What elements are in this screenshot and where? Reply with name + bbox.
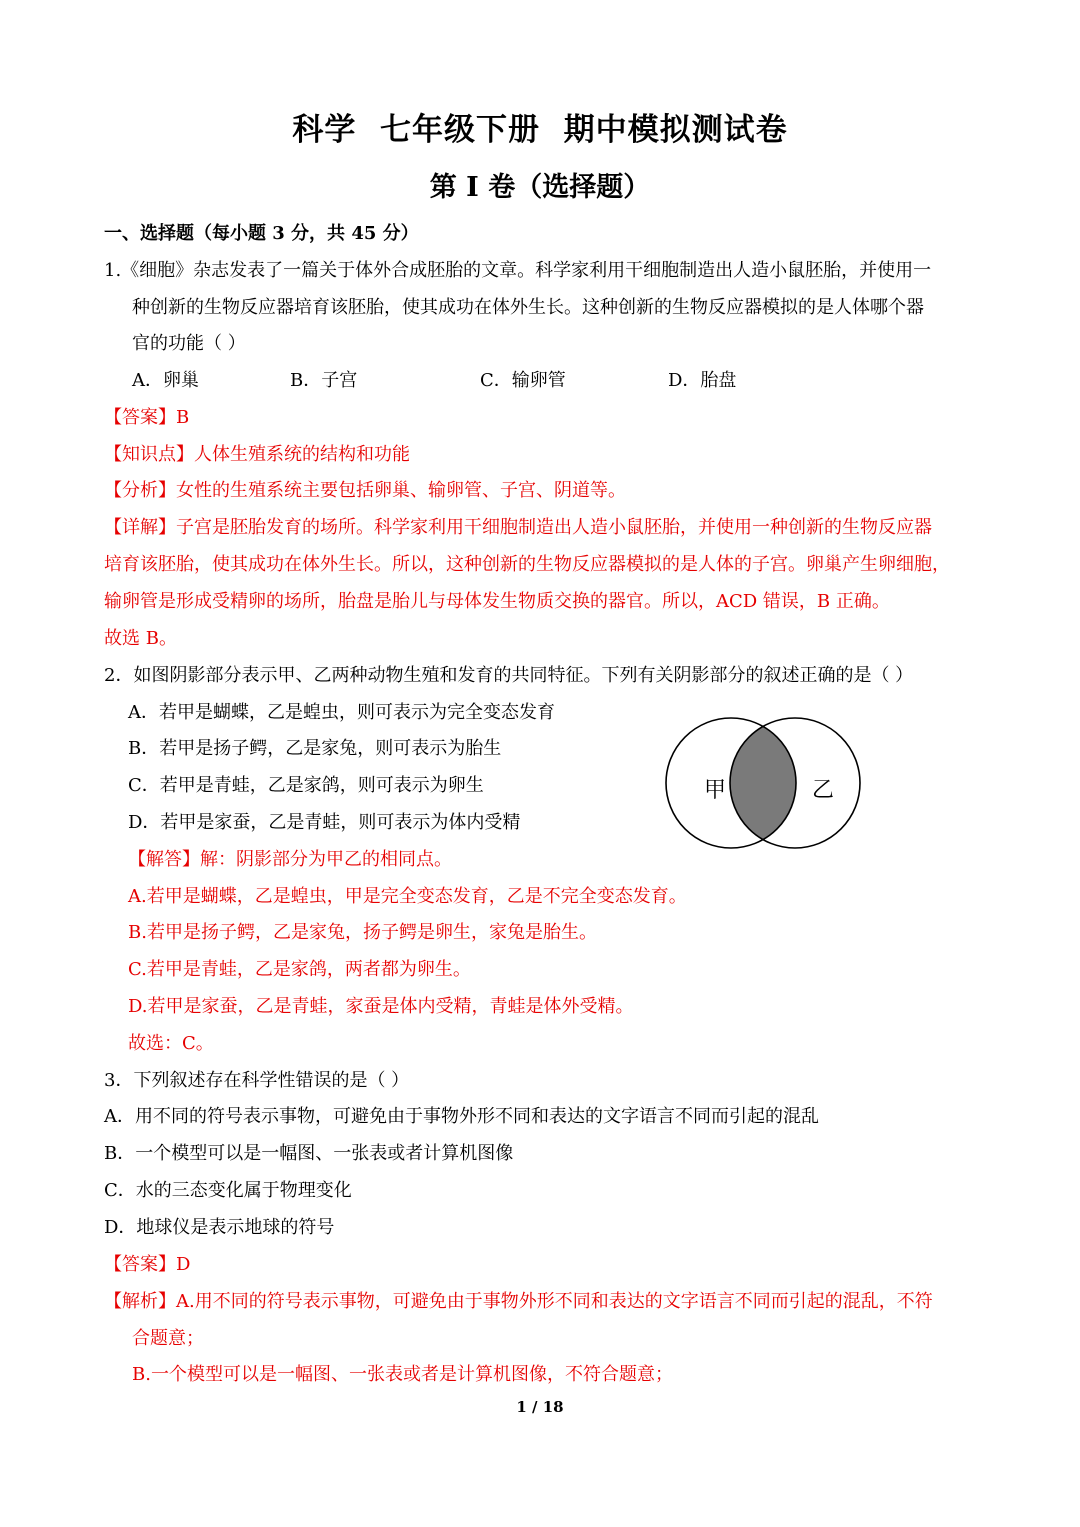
q1-analysis: 【分析】女性的生殖系统主要包括卵巢、输卵管、子宫、阴道等。 xyxy=(104,480,626,501)
venn-diagram xyxy=(662,713,864,853)
q1-detail-line3: 输卵管是形成受精卵的场所，胎盘是胎儿与母体发生物质交换的器官。所以，ACD 错误，B 正确。 xyxy=(104,591,890,612)
q2-explanation-a: A.若甲是蝴蝶，乙是蝗虫，甲是完全变态发育，乙是不完全变态发育。 xyxy=(128,886,687,907)
q1-option-d: D．胎盘 xyxy=(668,370,737,391)
q1-detail-line1: 【详解】子宫是胚胎发育的场所。科学家利用干细胞制造出人造小鼠胚胎，并使用一种创新的生物反应器 xyxy=(104,517,932,538)
q3-option-b: B．一个模型可以是一幅图、一张表或者计算机图像 xyxy=(104,1143,514,1164)
q1-detail-line2: 培育该胚胎，使其成功在体外生长。所以，这种创新的生物反应器模拟的是人体的子宫。卵巢产生卵细胞， xyxy=(104,554,950,575)
q1-option-a: A．卵巢 xyxy=(132,370,199,391)
venn-label-right: 乙 xyxy=(812,778,835,803)
q1-answer: 【答案】B xyxy=(104,407,190,428)
q1-stem-line2: 种创新的生物反应器培育该胚胎，使其成功在体外生长。这种创新的生物反应器模拟的是人体哪个器 xyxy=(132,297,924,318)
q2-solution-text: 解：阴影部分为甲乙的相同点。 xyxy=(200,849,452,870)
q2-solution-tag: 【解答】 xyxy=(128,849,200,870)
q2-solution xyxy=(128,847,452,873)
venn-label-left: 甲 xyxy=(704,778,727,803)
q2-option-d: D．若甲是家蚕，乙是青蛙，则可表示为体内受精 xyxy=(128,812,521,833)
q2-option-a: A．若甲是蝴蝶，乙是蝗虫，则可表示为完全变态发育 xyxy=(128,702,555,723)
q2-explanation-d: D.若甲是家蚕，乙是青蛙，家蚕是体内受精，青蛙是体外受精。 xyxy=(128,996,634,1017)
q3-analysis-line1: 【解析】A.用不同的符号表示事物，可避免由于事物外形不同和表达的文字语言不同而引起的混乱，不符 xyxy=(104,1291,933,1312)
q3-answer: 【答案】D xyxy=(104,1254,191,1275)
q2-option-c: C．若甲是青蛙，乙是家鸽，则可表示为卵生 xyxy=(128,775,484,796)
q1-stem-line1: 1.《细胞》杂志发表了一篇关于体外合成胚胎的文章。科学家利用干细胞制造出人造小鼠胚胎，并使用一 xyxy=(104,260,932,281)
section-subtitle: 第 I 卷（选择题） xyxy=(429,172,651,203)
q3-stem: 3．下列叙述存在科学性错误的是（ ） xyxy=(104,1070,410,1091)
q3-analysis-line3: B.一个模型可以是一幅图、一张表或者是计算机图像，不符合题意； xyxy=(132,1364,673,1385)
q1-knowledge-point: 【知识点】人体生殖系统的结构和功能 xyxy=(104,444,410,465)
q2-explanation-c: C.若甲是青蛙，乙是家鸽，两者都为卵生。 xyxy=(128,959,471,980)
q2-explanation-b: B.若甲是扬子鳄，乙是家兔，扬子鳄是卵生，家兔是胎生。 xyxy=(128,922,597,943)
q2-stem: 2．如图阴影部分表示甲、乙两种动物生殖和发育的共同特征。下列有关阴影部分的叙述正确的是（ ） xyxy=(104,665,914,686)
q2-conclusion: 故选：C。 xyxy=(128,1033,214,1054)
page-number: 1 / 18 xyxy=(516,1398,564,1416)
q1-stem-line3: 官的功能（ ） xyxy=(132,333,246,354)
section-heading: 一、选择题（每小题 3 分，共 45 分） xyxy=(104,223,419,244)
q1-conclusion: 故选 B。 xyxy=(104,628,177,649)
q3-option-c: C．水的三态变化属于物理变化 xyxy=(104,1180,352,1201)
q1-option-c: C．输卵管 xyxy=(480,370,566,391)
q2-option-b: B．若甲是扬子鳄，乙是家兔，则可表示为胎生 xyxy=(128,738,502,759)
q1-option-b: B．子宫 xyxy=(290,370,358,391)
q3-option-d: D．地球仪是表示地球的符号 xyxy=(104,1217,335,1238)
q3-option-a: A．用不同的符号表示事物，可避免由于事物外形不同和表达的文字语言不同而引起的混乱 xyxy=(104,1106,819,1127)
page-title: 科学 七年级下册 期中模拟测试卷 xyxy=(292,112,788,148)
q3-analysis-line2: 合题意； xyxy=(132,1328,204,1349)
